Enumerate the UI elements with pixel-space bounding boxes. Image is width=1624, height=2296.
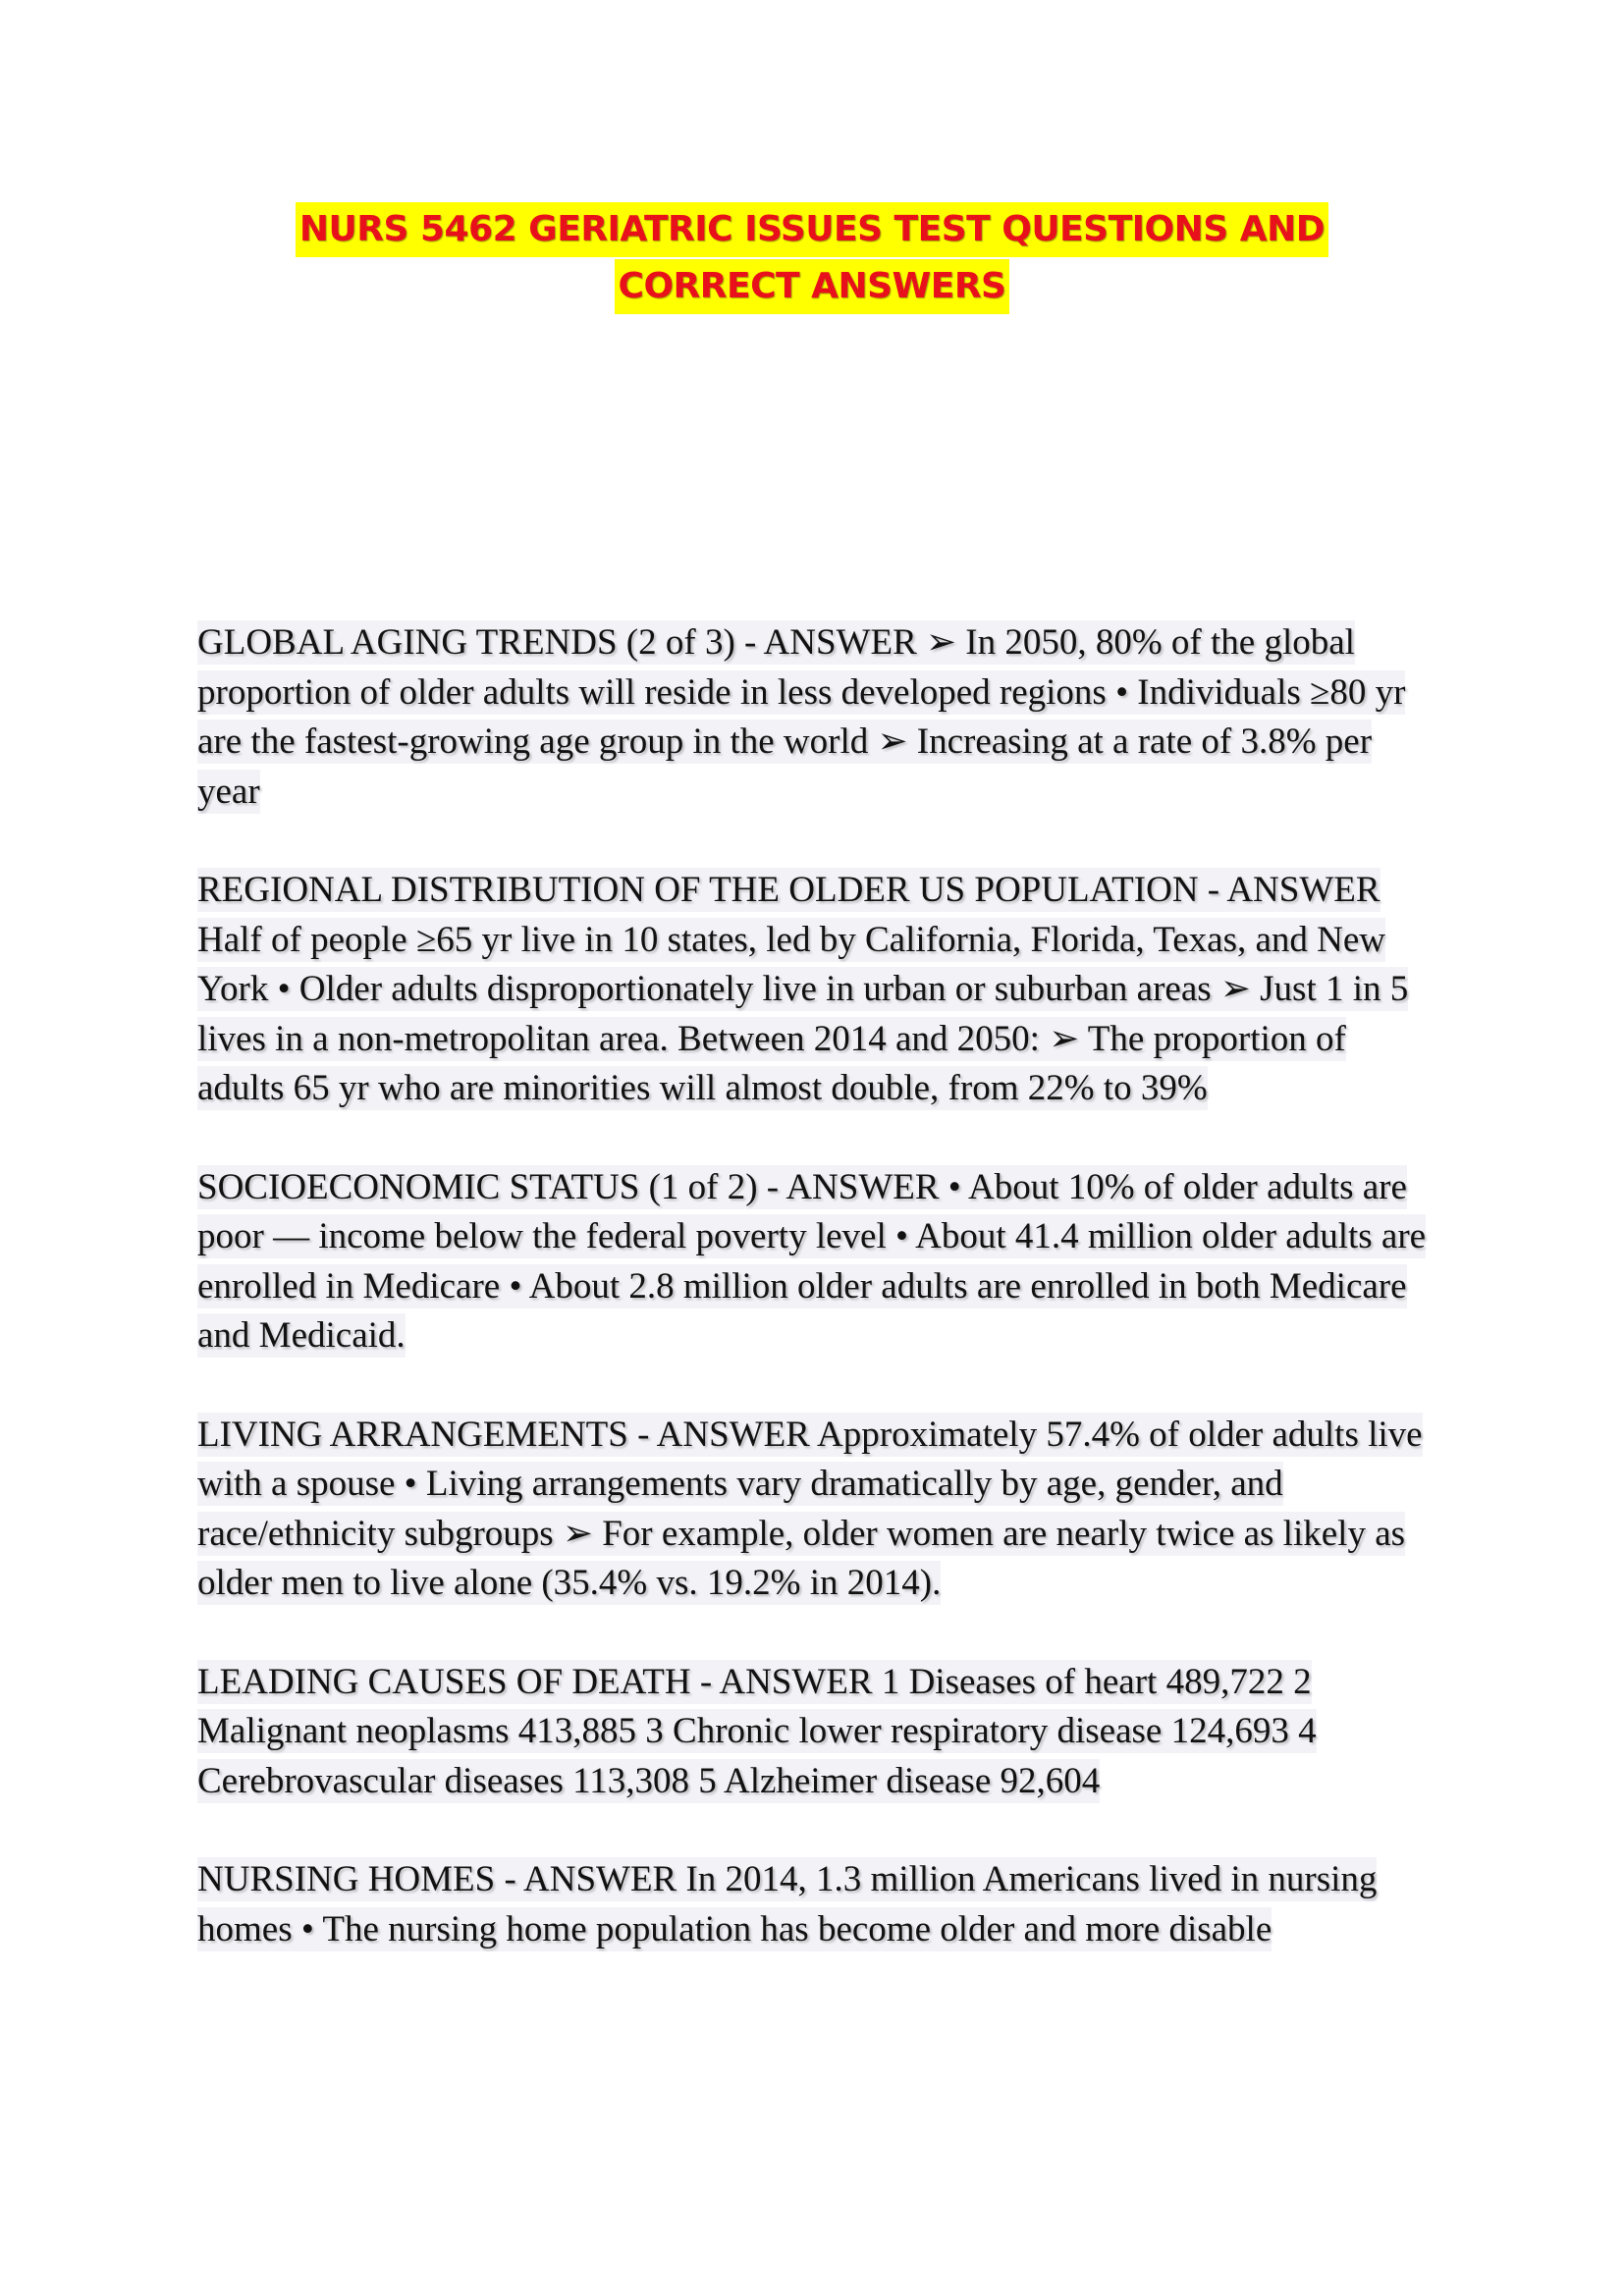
qa-entry-text: LEADING CAUSES OF DEATH - ANSWER 1 Diseases of heart 489,722 2 Malignant neoplasms 413,885 3 Chronic lower respiratory disease 124,693 4 Cerebrovascular diseases 113,308 5 Alzheimer disease 92,604 — [197, 1661, 1317, 1801]
qa-entry-text: GLOBAL AGING TRENDS (2 of 3) - ANSWER ➢ In 2050, 80% of the global proportion of older adults will reside in less developed regions • Individuals ≥80 yr are the fastest-growing age group in the world ➢ Increasing at a rate of 3.8% per year — [197, 622, 1406, 812]
qa-entry-nursing-homes — [197, 1855, 1435, 1954]
title-line-2: CORRECT ANSWERS — [615, 259, 1010, 314]
title-line-1: NURS 5462 GERIATRIC ISSUES TEST QUESTIONS AND — [296, 202, 1328, 257]
qa-entry-global-aging-trends — [197, 618, 1435, 817]
document-title — [0, 202, 1624, 316]
qa-entry-leading-causes-of-death — [197, 1658, 1435, 1807]
qa-entry-text: LIVING ARRANGEMENTS - ANSWER Approximately 57.4% of older adults live with a spouse • Living arrangements vary dramatically by age, gender, and race/ethnicity subgroups ➢ For example, older women are nearly twice as likely as older men to live alone (35.4% vs. 19.2% in 2014). — [197, 1414, 1423, 1603]
qa-entries — [197, 618, 1435, 2003]
qa-entry-text: SOCIOECONOMIC STATUS (1 of 2) - ANSWER • About 10% of older adults are poor — income below the federal poverty level • About 41.4 million older adults are enrolled in Medicare • About 2.8 million older adults are enrolled in both Medicare and Medicaid. — [197, 1166, 1427, 1356]
qa-entry-text: NURSING HOMES - ANSWER In 2014, 1.3 million Americans lived in nursing homes • The nursing home population has become older and more disable — [197, 1859, 1378, 1949]
qa-entry-living-arrangements — [197, 1411, 1435, 1609]
qa-entry-text: REGIONAL DISTRIBUTION OF THE OLDER US POPULATION - ANSWER Half of people ≥65 yr live in 10 states, led by California, Florida, Texas, and New York • Older adults disproportionately live in urban or suburban areas ➢ Just 1 in 5 lives in a non-metropolitan area. Between 2014 and 2050: ➢ The proportion of adults 65 yr who are minorities will almost double, from 22% to 39% — [197, 870, 1409, 1108]
qa-entry-regional-distribution — [197, 866, 1435, 1114]
qa-entry-socioeconomic-status — [197, 1163, 1435, 1362]
